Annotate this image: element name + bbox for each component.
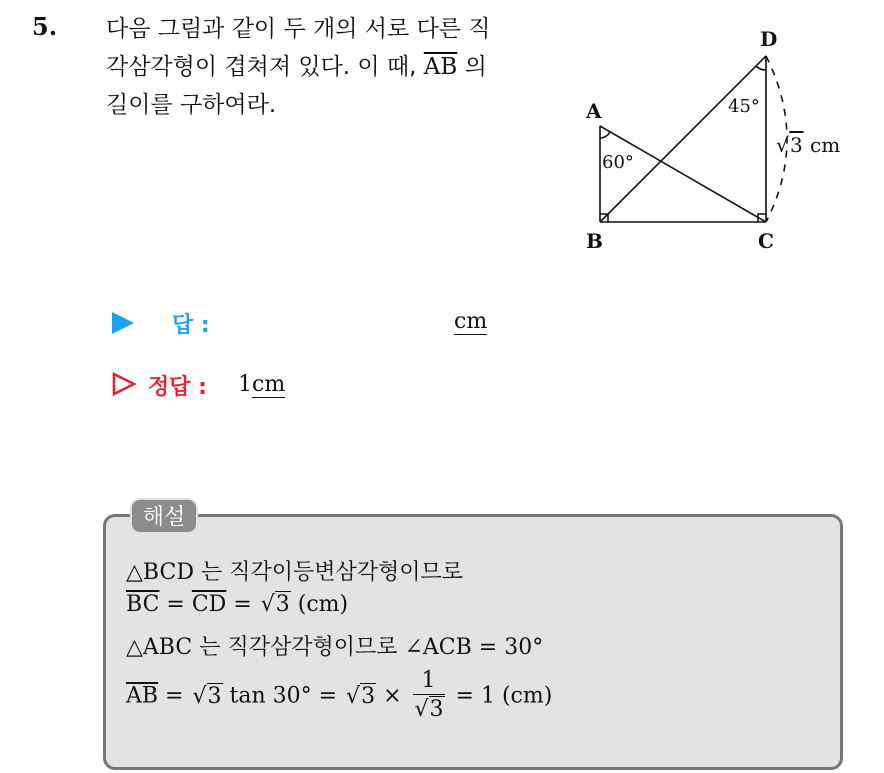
angle-acb: ∠ACB = 30° [404, 635, 544, 660]
angle-arc-a [600, 132, 610, 138]
sqrt-sign: √ [192, 683, 207, 709]
radicand: 3 [429, 697, 444, 722]
segment-bd-line [600, 56, 766, 222]
solution-line-3-text: 는 직각삼각형이므로 [199, 635, 405, 660]
tan-expr: tan 30° = [222, 683, 345, 709]
outline-triangle-icon [112, 372, 136, 396]
radicand: 3 [207, 683, 222, 709]
solution-line-1-text: 는 직각이등변삼각형이므로 [200, 560, 463, 585]
sqrt-sign: √ [346, 683, 361, 709]
answer-label: 답 : [172, 313, 210, 338]
solution-line-1 [126, 555, 463, 586]
correct-label: 정답 : [148, 375, 207, 400]
side-unit: cm [810, 133, 841, 157]
question-line-1: 다음 그림과 같이 두 개의 서로 다른 직 [106, 16, 491, 42]
segment-ac-line [600, 126, 766, 222]
point-d-label: D [760, 27, 778, 51]
correct-unit: cm [252, 372, 286, 397]
sqrt-3-d [413, 695, 445, 725]
solution-line-3 [126, 630, 543, 661]
fraction-denominator [413, 695, 445, 725]
question-line-2-text: 각삼각형이 겹쳐져 있다. 이 때, [106, 54, 424, 80]
fraction-numerator: 1 [413, 668, 445, 695]
answer-unit: cm [454, 309, 488, 334]
segment-ab-sol: $\overline{AB}$ [126, 683, 159, 709]
question-line-2 [106, 48, 566, 86]
question-text [106, 10, 566, 124]
angle-arc-d [756, 66, 766, 70]
radicand: 3 [275, 592, 290, 617]
radicand: 3 [361, 683, 376, 709]
solution-line-2 [126, 592, 348, 617]
times: × [376, 683, 409, 709]
sqrt-sign: √ [260, 592, 275, 617]
point-c-label: C [758, 229, 774, 253]
angle-d-label: 45° [728, 96, 760, 117]
eq-3: = [158, 683, 191, 709]
side-radicand: 3 [790, 133, 803, 157]
eq-2: = [226, 592, 259, 617]
segment-cd: $\overline{CD}$ [191, 592, 227, 617]
question-line-3: 길이를 구하여라. [106, 92, 277, 118]
correct-value: 1 [238, 372, 252, 397]
sqrt-3-b [190, 684, 222, 709]
play-triangle-icon [112, 312, 134, 334]
sqrt-3-a [259, 592, 291, 617]
segment-ab: $\overline{AB}$ [423, 54, 458, 80]
question-number: 5. [32, 12, 58, 41]
solution-tab: 해설 [130, 498, 198, 534]
triangle-figure [578, 20, 858, 260]
solution-line-4 [126, 668, 552, 725]
segment-bc: $\overline{BC}$ [126, 592, 160, 617]
unit-cm: (cm) [290, 592, 349, 617]
triangle-bcd: △BCD [126, 560, 201, 585]
fraction [413, 668, 445, 725]
result: = 1 (cm) [448, 683, 553, 709]
triangle-abc: △ABC [126, 635, 200, 660]
question-line-2-tail: 의 [457, 54, 487, 80]
point-a-label: A [586, 99, 602, 123]
sqrt-3-c [344, 684, 376, 709]
sqrt-sign: √ [414, 697, 429, 722]
eq-1: = [159, 592, 192, 617]
side-sqrt-sign: √ [776, 133, 789, 157]
angle-a-label: 60° [602, 152, 634, 173]
correct-value-wrap [238, 372, 285, 397]
point-b-label: B [586, 229, 603, 253]
